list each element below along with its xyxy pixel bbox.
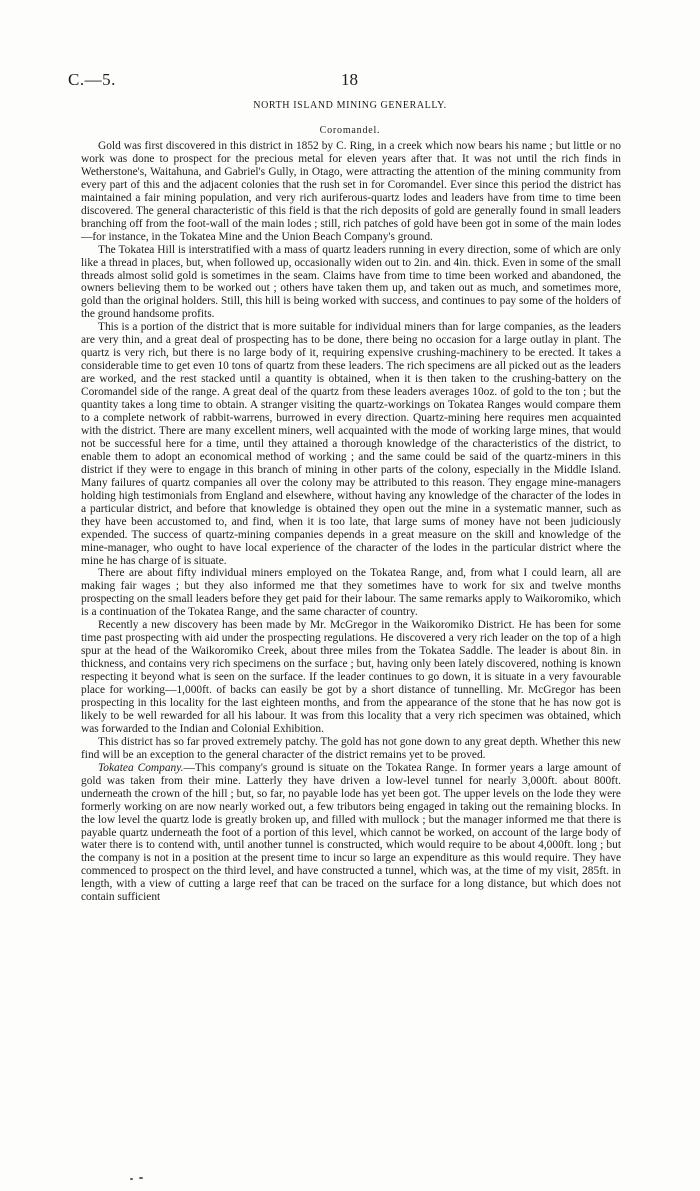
paragraph [81,736,621,762]
paragraph-text: This district has so far proved extremely patchy. The gold has not gone down to any great depth. Whether this new find will be an exception to the general character of the district remains yet to be proved. [81,735,621,761]
paragraph-text: This is a portion of the district that is more suitable for individual miners than for large companies, as the leaders are very thin, and a great deal of prospecting has to be done, there being no occasion for a large outlay in plant. The quartz is very rich, but there is no large body of it, requiring expensive crushing-machinery to be erected. It takes a considerable time to get even 10 tons of quartz from these leaders. The rich specimens are all picked out as the leaders are worked, and the rest stacked until a quantity is obtained, when it is then taken to the crushing-battery on the Coromandel side of the range. A great deal of the quartz from these leaders averages 10oz. of gold to the ton ; but the quantity takes a long time to obtain. A stranger visiting the quartz-workings on Tokatea Ranges would compare them to a complete network of rabbit-warrens, burrowed in every direction. Quartz-mining here requires men acquainted with the district. There are many excellent miners, well acquainted with the mode of working large mines, that would not be successful here for a time, until they attained a thorough knowledge of the characteristics of the district, to enable them to adopt an economical method of working ; and the same could be said of the quartz-miners in this district if they were to engage in this branch of mining in other parts of the colony, especially in the Middle Island. Many failures of quartz companies all over the colony may be attributed to this reason. They engage mine-managers holding high testimonials from England and elsewhere, without having any knowledge of the character of the lodes in a particular district, and before that knowledge is obtained they open out the mine in a systematic manner, such as they have been accustomed to, and find, when it is too late, that large sums of money have not been judiciously expended. The success of quartz-mining companies depends in a great measure on the skill and knowledge of the mine-manager, who ought to have local experience of the character of the lodes in the particular district where the mine he has charge of is situate. [81,321,621,567]
speck [130,1178,133,1180]
paragraph-text: —This company's ground is situate on the Tokatea Range. In former years a large amount of gold was taken from their mine. Latterly they have driven a low-level tunnel for nearly 3,000ft. about 800ft. underneath the crown of the hill ; but, so far, no payable lode has yet been got. The upper levels on the lode they were formerly working on are now nearly worked out, a few tributors being engaged in taking out the remaining blocks. In the low level the quartz lode is greatly broken up, and filled with mullock ; but the manager informed me that there is payable quartz underneath the foot of a portion of this level, which cannot be worked, on account of the large body of water there is to contend with, until another tunnel is constructed, which would require to be about 4,000ft. long ; but the company is not in a position at the present time to incur so large an expenditure as this would require. They have commenced to prospect on the third level, and have constructed a tunnel, which was, at the time of my visit, 285ft. in length, with a view of cutting a large reef that can be traced on the surface for a long distance, but which does not contain sufficient [81,761,621,904]
paragraph-lead: Tokatea Company. [98,761,184,774]
speck [139,1177,143,1179]
paragraph-text: There are about fifty individual miners employed on the Tokatea Range, and, from what I could learn, all are making fair wages ; but they also informed me that they sometimes have to work for six and twelve months prospecting on the small leaders before they get paid for their labour. The same remarks apply to Waikoromiko, which is a continuation of the Tokatea Range, and the same character of country. [81,567,621,619]
paragraph [81,244,621,322]
paragraph [81,567,621,619]
paragraph [81,321,621,567]
page-number: 18 [341,70,358,89]
paragraph-text: Recently a new discovery has been made by Mr. McGregor in the Waikoromiko District. He has been for some time past prospecting with aid under the prospecting regulations. He discovered a very rich leader on the top of a high spur at the head of the Waikoromiko Creek, about three miles from the Tokatea Saddle. The leader is about 8in. in thickness, and contains very rich specimens on the surface ; but, having only been lately discovered, nothing is known respecting it beyond what is seen on the surface. If the leader continues to go down, it is situate in a very favourable place for working—1,000ft. of backs can easily be got by a short distance of tunnelling. Mr. McGregor has been prospecting in this locality for the last eighteen months, and from the appearance of the stone that he has now got is likely to be well rewarded for all his labour. It was from this locality that a very rich specimen was obtained, which was forwarded to the Indian and Colonial Exhibition. [81,619,621,735]
paragraph [81,762,621,904]
document-reference: C.—5. [68,70,116,89]
body-text [81,140,621,904]
section-title: NORTH ISLAND MINING GENERALLY. [253,100,447,111]
paragraph-text: The Tokatea Hill is interstratified with a mass of quartz leaders running in every direction, some of which are only like a thread in places, but, when followed up, occasionally widen out to 2in. and 4in. thick. Even in some of the small threads almost solid gold is sometimes in the seam. Claims have from time to time been worked and abandoned, the owners believing them to be worked out ; others have taken them up, and taken out as much, and sometimes more, gold than the original holders. Still, this hill is being worked with success, and continues to pay some of the holders of the ground handsome profits. [81,243,621,321]
paragraph-text: Gold was first discovered in this district in 1852 by C. Ring, in a creek which now bears his name ; but little or no work was done to prospect for the precious metal for eleven years after that. It was not until the rich finds in Wetherstone's, Waitahuna, and Gabriel's Gully, in Otago, were attracting the attention of the mining community from every part of this and the adjacent colonies that the rush set in for Coromandel. Ever since this period the district has maintained a fair mining population, and very rich auriferous-quartz lodes and leaders have from time to time been discovered. The general characteristic of this field is that the rich deposits of gold are generally found in small leaders branching off from the foot-wall of the main lodes ; still, rich patches of gold have been got in some of the main lodes—for instance, in the Tokatea Mine and the Union Beach Company's ground. [81,140,621,243]
paragraph [81,619,621,736]
paragraph [81,140,621,244]
print-specks [130,1176,170,1182]
subsection-title: Coromandel. [319,125,381,136]
